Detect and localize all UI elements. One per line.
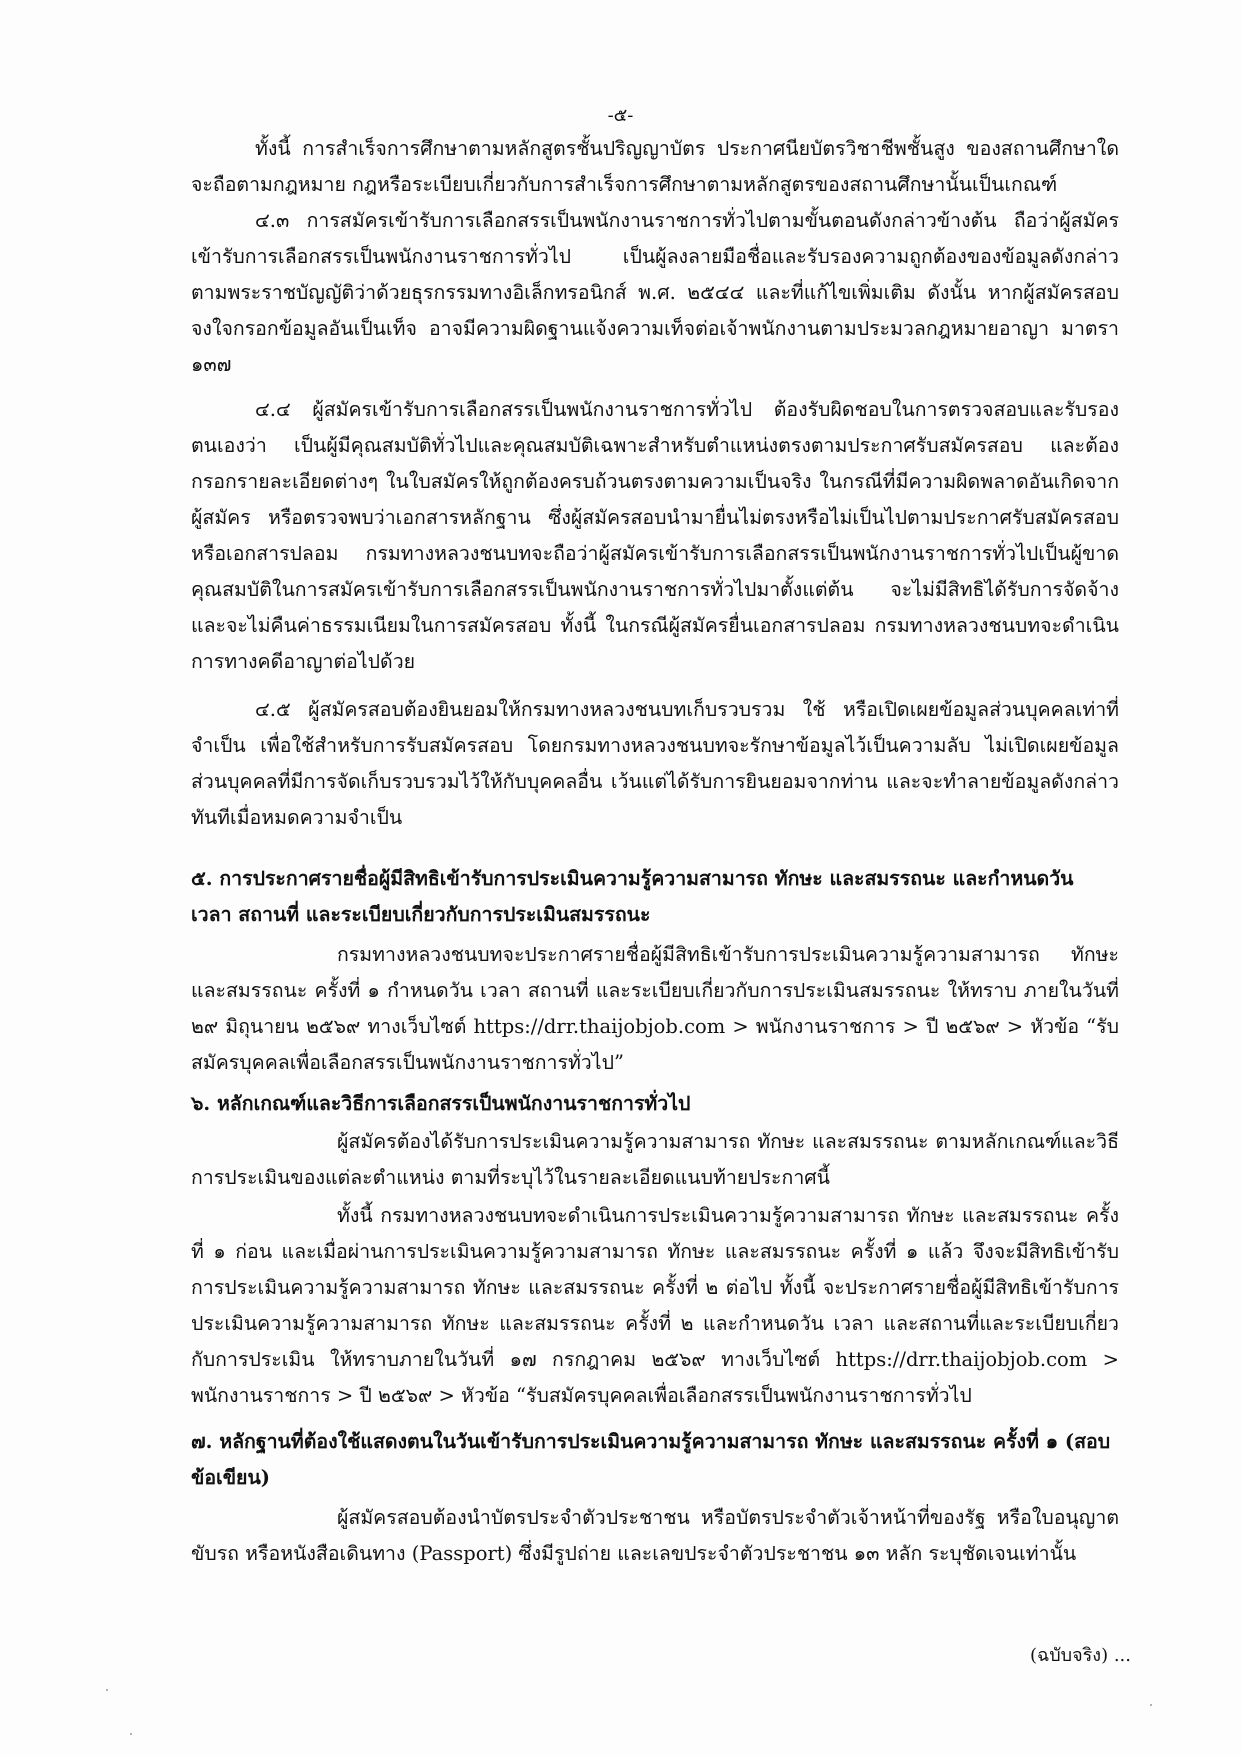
scan-speck <box>130 1733 132 1735</box>
scan-speck <box>106 1689 108 1691</box>
section-7-body: ผู้สมัครสอบต้องนำบัตรประจำตัวประชาชน หรือบัตรประจำตัวเจ้าหน้าที่ของรัฐ หรือใบอนุญาตขับรถ หรือหนังสือเดินทาง (Passport) ซึ่งมีรูปถ่าย และเลขประจำตัวประชาชน ๑๓ หลัก ระบุชัดเจนเท่านั้น <box>191 1506 1119 1565</box>
page-number: -๕- <box>607 105 634 126</box>
section-7-heading: ๗. หลักฐานที่ต้องใช้แสดงตนในวันเข้ารับการประเมินความรู้ความสามารถ ทักษะ และสมรรถนะ ครั้งที่ ๑ (สอบข้อเขียน) <box>191 1430 1111 1489</box>
section-5-heading: ๕. การประกาศรายชื่อผู้มีสิทธิเข้ารับการประเมินความรู้ความสามารถ ทักษะ และสมรรถนะ และกำหนดวัน เวลา สถานที่ และระเบียบเกี่ยวกับการประเมินสมรรถนะ <box>191 867 1074 926</box>
paragraph-graduation-criteria: ทั้งนี้ การสำเร็จการศึกษาตามหลักสูตรชั้นปริญญาบัตร ประกาศนียบัตรวิชาชีพชั้นสูง ของสถานศึกษาใด จะถือตามกฎหมาย กฎหรือระเบียบเกี่ยวกับการสำเร็จการศึกษาตามหลักสูตรของสถานศึกษานั้นเป็นเกณฑ์ <box>191 137 1119 196</box>
scan-speck <box>1150 1704 1152 1706</box>
paragraph-4-5: ๔.๕ ผู้สมัครสอบต้องยินยอมให้กรมทางหลวงชนบทเก็บรวบรวม ใช้ หรือเปิดเผยข้อมูลส่วนบุคคลเท่าที่จำเป็น เพื่อใช้สำหรับการรับสมัครสอบ โดยกรมทางหลวงชนบทจะรักษาข้อมูลไว้เป็นความลับ ไม่เปิดเผยข้อมูลส่วนบุคคลที่มีการจัดเก็บรวบรวมไว้ให้กับบุคคลอื่น เว้นแต่ได้รับการยินยอมจากท่าน และจะทำลายข้อมูลดังกล่าวทันทีเมื่อหมดความจำเป็น <box>191 698 1119 829</box>
paragraph-4-3: ๔.๓ การสมัครเข้ารับการเลือกสรรเป็นพนักงานราชการทั่วไปตามขั้นตอนดังกล่าวข้างต้น ถือว่าผู้สมัครเข้ารับการเลือกสรรเป็นพนักงานราชการทั่วไป เป็นผู้ลงลายมือชื่อและรับรองความถูกต้องของข้อมูลดังกล่าว ตามพระราชบัญญัติว่าด้วยธุรกรรมทางอิเล็กทรอนิกส์ พ.ศ. ๒๕๔๔ และที่แก้ไขเพิ่มเติม ดังนั้น หากผู้สมัครสอบจงใจกรอกข้อมูลอันเป็นเท็จ อาจมีความผิดฐานแจ้งความเท็จต่อเจ้าพนักงานตามประมวลกฎหมายอาญา มาตรา ๑๓๗ <box>191 209 1119 376</box>
section-5-body: กรมทางหลวงชนบทจะประกาศรายชื่อผู้มีสิทธิเข้ารับการประเมินความรู้ความสามารถ ทักษะ และสมรรถนะ ครั้งที่ ๑ กำหนดวัน เวลา สถานที่ และระเบียบเกี่ยวกับการประเมินสมรรถนะ ให้ทราบ ภายในวันที่ ๒๙ มิถุนายน ๒๕๖๙ ทางเว็บไซต์ https://drr.thaijobjob.com > พนักงานราชการ > ปี ๒๕๖๙ > หัวข้อ “รับสมัครบุคคลเพื่อเลือกสรรเป็นพนักงานราชการทั่วไป” <box>191 943 1119 1074</box>
paragraph-4-4: ๔.๔ ผู้สมัครเข้ารับการเลือกสรรเป็นพนักงานราชการทั่วไป ต้องรับผิดชอบในการตรวจสอบและรับรองตนเองว่า เป็นผู้มีคุณสมบัติทั่วไปและคุณสมบัติเฉพาะสำหรับตำแหน่งตรงตามประกาศรับสมัครสอบ และต้องกรอกรายละเอียดต่างๆ ในใบสมัครให้ถูกต้องครบถ้วนตรงตามความเป็นจริง ในกรณีที่มีความผิดพลาดอันเกิดจากผู้สมัคร หรือตรวจพบว่าเอกสารหลักฐาน ซึ่งผู้สมัครสอบนำมายื่นไม่ตรงหรือไม่เป็นไปตามประกาศรับสมัครสอบ หรือเอกสารปลอม กรมทางหลวงชนบทจะถือว่าผู้สมัครเข้ารับการเลือกสรรเป็นพนักงานราชการทั่วไปเป็นผู้ขาดคุณสมบัติในการสมัครเข้ารับการเลือกสรรเป็นพนักงานราชการทั่วไปมาตั้งแต่ต้น จะไม่มีสิทธิได้รับการจัดจ้าง และจะไม่คืนค่าธรรมเนียมในการสมัครสอบ ทั้งนี้ ในกรณีผู้สมัครยื่นเอกสารปลอม กรมทางหลวงชนบทจะดำเนินการทางคดีอาญาต่อไปด้วย <box>191 398 1119 673</box>
section-6-body-2: ทั้งนี้ กรมทางหลวงชนบทจะดำเนินการประเมินความรู้ความสามารถ ทักษะ และสมรรถนะ ครั้งที่ ๑ ก่อน และเมื่อผ่านการประเมินความรู้ความสามารถ ทักษะ และสมรรถนะ ครั้งที่ ๑ แล้ว จึงจะมีสิทธิเข้ารับการประเมินความรู้ความสามารถ ทักษะ และสมรรถนะ ครั้งที่ ๒ ต่อไป ทั้งนี้ จะประกาศรายชื่อผู้มีสิทธิเข้ารับการประเมินความรู้ความสามารถ ทักษะ และสมรรถนะ ครั้งที่ ๒ และกำหนดวัน เวลา และสถานที่และระเบียบเกี่ยวกับการประเมิน ให้ทราบภายในวันที่ ๑๗ กรกฎาคม ๒๕๖๙ ทางเว็บไซต์ https://drr.thaijobjob.com > พนักงานราชการ > ปี ๒๕๖๙ > หัวข้อ “รับสมัครบุคคลเพื่อเลือกสรรเป็นพนักงานราชการทั่วไป <box>191 1204 1119 1407</box>
section-6-heading: ๖. หลักเกณฑ์และวิธีการเลือกสรรเป็นพนักงานราชการทั่วไป <box>191 1092 691 1115</box>
section-6-body-1: ผู้สมัครต้องได้รับการประเมินความรู้ความสามารถ ทักษะ และสมรรถนะ ตามหลักเกณฑ์และวิธีการประเมินของแต่ละตำแหน่ง ตามที่ระบุไว้ในรายละเอียดแนบท้ายประกาศนี้ <box>191 1130 1119 1189</box>
footer-continuation: (ฉบับจริง) ... <box>1029 1645 1131 1666</box>
